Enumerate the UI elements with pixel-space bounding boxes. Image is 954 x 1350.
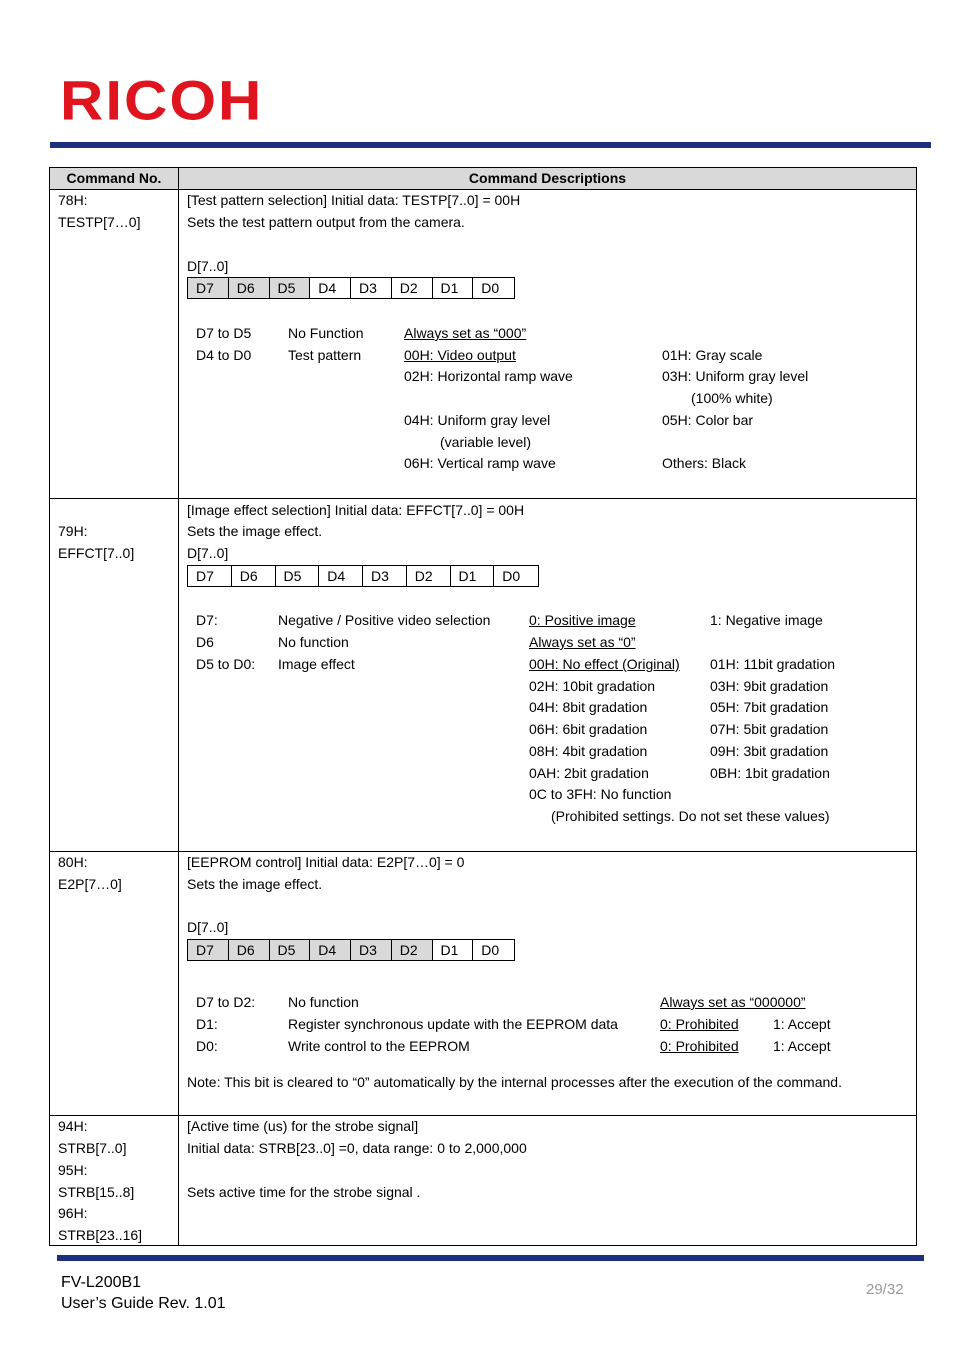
bit-cell: D6 [232, 566, 276, 586]
row-divider [50, 1115, 916, 1116]
bit-value: 05H: Color bar [662, 412, 754, 428]
bit-range: D1: [196, 1016, 218, 1032]
command-title: [EEPROM control] Initial data: E2P[7…0] = 0 [187, 854, 465, 870]
command-register: STRB[7..0] [58, 1140, 127, 1156]
bit-cell: D5 [270, 940, 311, 960]
footer-guide: User’s Guide Rev. 1.01 [61, 1295, 226, 1312]
command-register: TESTP[7…0] [58, 214, 141, 230]
bit-value: 01H: Gray scale [662, 347, 763, 363]
command-description: Sets active time for the strobe signal . [187, 1184, 421, 1200]
bit-value: (variable level) [440, 434, 532, 450]
bit-value: 06H: Vertical ramp wave [404, 455, 556, 471]
col-command-header: Command No. [66, 170, 162, 186]
column-divider [178, 168, 179, 1245]
bit-function: Test pattern [288, 347, 362, 363]
bit-value: 04H: Uniform gray level [404, 412, 551, 428]
col-desc-header: Command Descriptions [468, 170, 627, 186]
bit-cell: D3 [351, 278, 392, 298]
bit-value: Always set as “000” [404, 325, 527, 341]
command-register: STRB[15..8] [58, 1184, 135, 1200]
bit-value: Always set as “0” [529, 634, 636, 650]
bit-value: 04H: 8bit gradation [529, 699, 648, 715]
bit-cell: D7 [188, 566, 232, 586]
bit-function: No function [278, 634, 349, 650]
bit-range: D7 to D2: [196, 994, 256, 1010]
bit-cell: D4 [319, 566, 363, 586]
command-register: E2P[7…0] [58, 876, 122, 892]
command-code: 95H: [58, 1162, 88, 1178]
bit-function: Image effect [278, 656, 355, 672]
bit-cell: D3 [363, 566, 407, 586]
bit-value: Others: Black [662, 455, 747, 471]
bit-value: 03H: Uniform gray level [662, 368, 809, 384]
command-title: [Image effect selection] Initial data: EFFCT[7..0] = 00H [187, 502, 525, 518]
bit-value: 0: Prohibited [660, 1016, 739, 1032]
bit-value: 0: Prohibited [660, 1038, 739, 1054]
bit-value: 03H: 9bit gradation [710, 678, 829, 694]
command-register: STRB[23..16] [58, 1227, 143, 1243]
prohibited-note: (Prohibited settings. Do not set these values) [551, 808, 830, 824]
bit-value: 09H: 3bit gradation [710, 743, 829, 759]
bit-value: 0C to 3FH: No function [529, 786, 672, 802]
bit-value: 0AH: 2bit gradation [529, 765, 649, 781]
bit-value: 08H: 4bit gradation [529, 743, 648, 759]
bit-range: D6 [196, 634, 214, 650]
table-header [50, 168, 916, 190]
ricoh-logo: RICOH [60, 69, 264, 132]
bit-value: 00H: Video output [404, 347, 516, 363]
bit-cell: D4 [310, 940, 351, 960]
bit-range: D4 to D0 [196, 347, 252, 363]
row-divider [50, 851, 916, 852]
bit-cell: D6 [229, 278, 270, 298]
bit-value: 01H: 11bit gradation [710, 656, 836, 672]
bit-label: D[7..0] [187, 919, 229, 935]
bit-value: 1: Accept [773, 1016, 831, 1032]
bit-label: D[7..0] [187, 545, 229, 561]
bit-value: (100% white) [691, 390, 773, 406]
bit-cell: D6 [229, 940, 270, 960]
footer-rule [57, 1255, 924, 1261]
page-number: 29/32 [866, 1281, 904, 1298]
command-code: 79H: [58, 523, 88, 539]
command-initial-data: Initial data: STRB[23..0] =0, data range: 0 to 2,000,000 [187, 1140, 527, 1156]
bit-cell: D7 [188, 278, 229, 298]
bit-value: 1: Accept [773, 1038, 831, 1054]
command-description: Sets the test pattern output from the camera. [187, 214, 465, 230]
bit-range: D7 to D5 [196, 325, 252, 341]
command-note: Note: This bit is cleared to “0” automatically by the internal processes after the execution of the command. [187, 1074, 842, 1090]
bit-cell: D0 [481, 280, 500, 296]
bit-value: 02H: 10bit gradation [529, 678, 656, 694]
bit-range: D5 to D0: [196, 656, 256, 672]
bit-cell: D2 [392, 940, 433, 960]
bit-value: 0: Positive image [529, 612, 636, 628]
command-code: 96H: [58, 1205, 88, 1221]
bit-cell: D1 [433, 278, 474, 298]
bit-function: Register synchronous update with the EEPROM data [288, 1016, 618, 1032]
bit-cell: D2 [392, 278, 433, 298]
command-title: [Test pattern selection] Initial data: TESTP[7..0] = 00H [187, 192, 521, 208]
header-rule [50, 142, 931, 148]
command-code: 94H: [58, 1118, 88, 1134]
bit-value: 00H: No effect (Original) [529, 656, 680, 672]
bit-cell: D1 [433, 940, 474, 960]
bit-cell: D7 [188, 940, 229, 960]
bit-function: No function [288, 994, 359, 1010]
command-code: 78H: [58, 192, 88, 208]
bit-value: 07H: 5bit gradation [710, 721, 829, 737]
bit-value: Always set as “000000” [660, 994, 806, 1010]
bit-value: 06H: 6bit gradation [529, 721, 648, 737]
bit-function: Negative / Positive video selection [278, 612, 491, 628]
command-title: [Active time (us) for the strobe signal] [187, 1118, 419, 1134]
command-description: Sets the image effect. [187, 876, 323, 892]
bit-range: D0: [196, 1038, 218, 1054]
bit-table [187, 277, 515, 299]
bit-range: D7: [196, 612, 218, 628]
bit-cell: D2 [407, 566, 451, 586]
bit-cell: D5 [276, 566, 320, 586]
row-divider [50, 498, 916, 499]
bit-label: D[7..0] [187, 258, 229, 274]
bit-function: No Function [288, 325, 364, 341]
bit-cell: D1 [451, 566, 495, 586]
bit-cell: D5 [270, 278, 311, 298]
bit-function: Write control to the EEPROM [288, 1038, 470, 1054]
bit-value: 02H: Horizontal ramp wave [404, 368, 573, 384]
bit-table [187, 939, 515, 961]
bit-cell: D4 [310, 278, 351, 298]
bit-table [187, 565, 539, 587]
bit-value: 0BH: 1bit gradation [710, 765, 830, 781]
command-code: 80H: [58, 854, 88, 870]
bit-cell: D3 [351, 940, 392, 960]
bit-cell: D0 [502, 568, 521, 584]
bit-cell: D0 [481, 942, 500, 958]
bit-value: 1: Negative image [710, 612, 823, 628]
command-description: Sets the image effect. [187, 523, 323, 539]
footer-model: FV-L200B1 [61, 1274, 142, 1291]
bit-value: 05H: 7bit gradation [710, 699, 829, 715]
command-register: EFFCT[7..0] [58, 545, 135, 561]
